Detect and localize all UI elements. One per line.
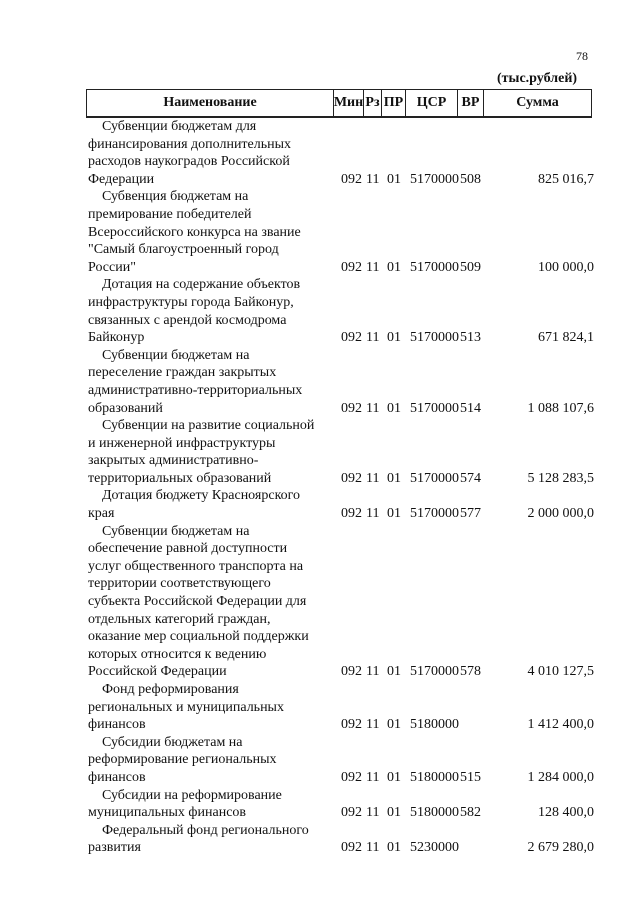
code-rz: 11 bbox=[366, 840, 380, 856]
item-name bbox=[88, 347, 338, 417]
code-pr: 01 bbox=[387, 171, 401, 187]
code-rz: 11 bbox=[366, 171, 380, 187]
code-vr: 577 bbox=[460, 506, 481, 522]
item-name-line: закрытых административно- bbox=[88, 453, 259, 469]
code-rz: 11 bbox=[366, 400, 380, 416]
item-name-line: Субвенция бюджетам на bbox=[102, 189, 249, 205]
code-min: 092 bbox=[341, 769, 362, 785]
item-name-line: финансов bbox=[88, 769, 146, 785]
item-name-line: оказание мер социальной поддержки bbox=[88, 629, 309, 645]
item-name-line: "Самый благоустроенный город bbox=[88, 242, 279, 258]
item-name-line: Федерации bbox=[88, 171, 155, 187]
code-pr: 01 bbox=[387, 330, 401, 346]
code-pr: 01 bbox=[387, 664, 401, 680]
amount: 1 412 400,0 bbox=[527, 717, 594, 733]
item-name bbox=[88, 787, 338, 822]
item-name-line: муниципальных финансов bbox=[88, 805, 247, 821]
code-min: 092 bbox=[341, 259, 362, 275]
code-rz: 11 bbox=[366, 805, 380, 821]
item-name-line: Федеральный фонд регионального bbox=[102, 822, 309, 838]
table-row bbox=[0, 487, 640, 522]
page-number: 78 bbox=[576, 49, 588, 63]
item-name-line: региональных и муниципальных bbox=[88, 699, 284, 715]
table-row bbox=[0, 523, 640, 681]
budget-table-body bbox=[0, 118, 640, 857]
code-min: 092 bbox=[341, 400, 362, 416]
code-pr: 01 bbox=[387, 717, 401, 733]
header-rz: Рз bbox=[364, 89, 382, 118]
header-pr: ПР bbox=[382, 89, 406, 118]
item-name-line: финансирования дополнительных bbox=[88, 136, 292, 152]
item-name-line: административно-территориальных bbox=[88, 382, 303, 398]
item-name-line: Байконур bbox=[88, 330, 145, 346]
item-name bbox=[88, 188, 338, 276]
amount: 671 824,1 bbox=[538, 330, 594, 346]
item-name-line: края bbox=[88, 506, 115, 522]
code-pr: 01 bbox=[387, 259, 401, 275]
code-min: 092 bbox=[341, 171, 362, 187]
table-row bbox=[0, 118, 640, 188]
item-name bbox=[88, 734, 338, 787]
code-vr: 515 bbox=[460, 769, 481, 785]
item-name-line: услуг общественного транспорта на bbox=[88, 558, 304, 574]
units-label: (тыс.рублей) bbox=[497, 71, 578, 86]
table-row bbox=[0, 188, 640, 276]
item-name-line: Субвенции на развитие социальной bbox=[102, 418, 315, 434]
item-name bbox=[88, 681, 338, 734]
amount: 2 679 280,0 bbox=[527, 840, 594, 856]
code-rz: 11 bbox=[366, 717, 380, 733]
amount: 1 284 000,0 bbox=[527, 769, 594, 785]
item-name-line: премирование победителей bbox=[88, 206, 252, 222]
item-name-line: Российской Федерации bbox=[88, 664, 227, 680]
amount: 2 000 000,0 bbox=[527, 506, 594, 522]
amount: 1 088 107,6 bbox=[527, 400, 594, 416]
code-rz: 11 bbox=[366, 470, 380, 486]
amount: 4 010 127,5 bbox=[527, 664, 594, 680]
code-csr: 5170000 bbox=[410, 470, 459, 486]
item-name bbox=[88, 276, 338, 346]
item-name-line: реформирование региональных bbox=[88, 752, 277, 768]
amount: 5 128 283,5 bbox=[527, 470, 594, 486]
code-pr: 01 bbox=[387, 506, 401, 522]
header-vr: ВР bbox=[458, 89, 484, 118]
table-row bbox=[0, 734, 640, 787]
item-name-line: которых относится к ведению bbox=[88, 646, 267, 662]
code-min: 092 bbox=[341, 717, 362, 733]
code-vr: 514 bbox=[460, 400, 481, 416]
item-name-line: отдельных категорий граждан, bbox=[88, 611, 271, 627]
item-name bbox=[88, 118, 338, 188]
code-min: 092 bbox=[341, 840, 362, 856]
item-name-line: России" bbox=[88, 259, 136, 275]
code-csr: 5170000 bbox=[410, 664, 459, 680]
amount: 825 016,7 bbox=[538, 171, 594, 187]
code-vr: 509 bbox=[460, 259, 481, 275]
item-name-line: Дотация бюджету Красноярского bbox=[102, 488, 301, 504]
code-rz: 11 bbox=[366, 259, 380, 275]
code-csr: 5170000 bbox=[410, 506, 459, 522]
code-min: 092 bbox=[341, 664, 362, 680]
item-name-line: территориальных образований bbox=[88, 470, 272, 486]
code-csr: 5180000 bbox=[410, 717, 459, 733]
code-vr: 513 bbox=[460, 330, 481, 346]
item-name-line: Субсидии на реформирование bbox=[102, 787, 282, 803]
table-row bbox=[0, 417, 640, 487]
code-csr: 5180000 bbox=[410, 805, 459, 821]
code-csr: 5170000 bbox=[410, 400, 459, 416]
code-csr: 5170000 bbox=[410, 171, 459, 187]
code-pr: 01 bbox=[387, 805, 401, 821]
header-name: Наименование bbox=[86, 89, 334, 118]
item-name-line: Субвенции бюджетам для bbox=[102, 119, 257, 134]
item-name-line: Всероссийского конкурса на звание bbox=[88, 224, 301, 240]
item-name-line: развития bbox=[88, 840, 141, 856]
code-vr: 578 bbox=[460, 664, 481, 680]
code-rz: 11 bbox=[366, 330, 380, 346]
item-name-line: субъекта Российской Федерации для bbox=[88, 594, 307, 610]
table-row bbox=[0, 787, 640, 822]
item-name-line: Фонд реформирования bbox=[102, 682, 239, 697]
code-csr: 5170000 bbox=[410, 330, 459, 346]
header-sum: Сумма bbox=[484, 89, 592, 118]
table-row bbox=[0, 347, 640, 417]
item-name-line: территории соответствующего bbox=[88, 576, 271, 592]
item-name-line: и инженерной инфраструктуры bbox=[88, 435, 276, 451]
item-name-line: Субвенции бюджетам на bbox=[102, 523, 250, 539]
header-min: Мин bbox=[334, 89, 364, 118]
code-pr: 01 bbox=[387, 840, 401, 856]
code-csr: 5180000 bbox=[410, 769, 459, 785]
code-rz: 11 bbox=[366, 506, 380, 522]
amount: 100 000,0 bbox=[538, 259, 594, 275]
item-name-line: инфраструктуры города Байконур, bbox=[88, 294, 294, 310]
code-vr: 574 bbox=[460, 470, 481, 486]
item-name bbox=[88, 487, 338, 522]
table-row bbox=[0, 681, 640, 734]
code-csr: 5230000 bbox=[410, 840, 459, 856]
code-min: 092 bbox=[341, 805, 362, 821]
code-pr: 01 bbox=[387, 470, 401, 486]
item-name-line: переселение граждан закрытых bbox=[88, 365, 277, 381]
item-name-line: образований bbox=[88, 400, 163, 416]
item-name-line: связанных с арендой космодрома bbox=[88, 312, 287, 328]
item-name bbox=[88, 523, 338, 681]
item-name-line: Субвенции бюджетам на bbox=[102, 347, 250, 363]
item-name-line: Субсидии бюджетам на bbox=[102, 734, 243, 750]
item-name-line: расходов наукоградов Российской bbox=[88, 154, 290, 170]
table-row bbox=[0, 276, 640, 346]
code-rz: 11 bbox=[366, 664, 380, 680]
code-min: 092 bbox=[341, 330, 362, 346]
item-name bbox=[88, 822, 338, 857]
code-vr: 508 bbox=[460, 171, 481, 187]
item-name-line: Дотация на содержание объектов bbox=[102, 277, 301, 293]
item-name-line: финансов bbox=[88, 717, 146, 733]
item-name-line: обеспечение равной доступности bbox=[88, 541, 288, 557]
amount: 128 400,0 bbox=[538, 805, 594, 821]
code-csr: 5170000 bbox=[410, 259, 459, 275]
code-vr: 582 bbox=[460, 805, 481, 821]
code-pr: 01 bbox=[387, 400, 401, 416]
header-csr: ЦСР bbox=[406, 89, 458, 118]
item-name bbox=[88, 417, 338, 487]
table-row bbox=[0, 822, 640, 857]
code-pr: 01 bbox=[387, 769, 401, 785]
code-min: 092 bbox=[341, 506, 362, 522]
code-rz: 11 bbox=[366, 769, 380, 785]
code-min: 092 bbox=[341, 470, 362, 486]
